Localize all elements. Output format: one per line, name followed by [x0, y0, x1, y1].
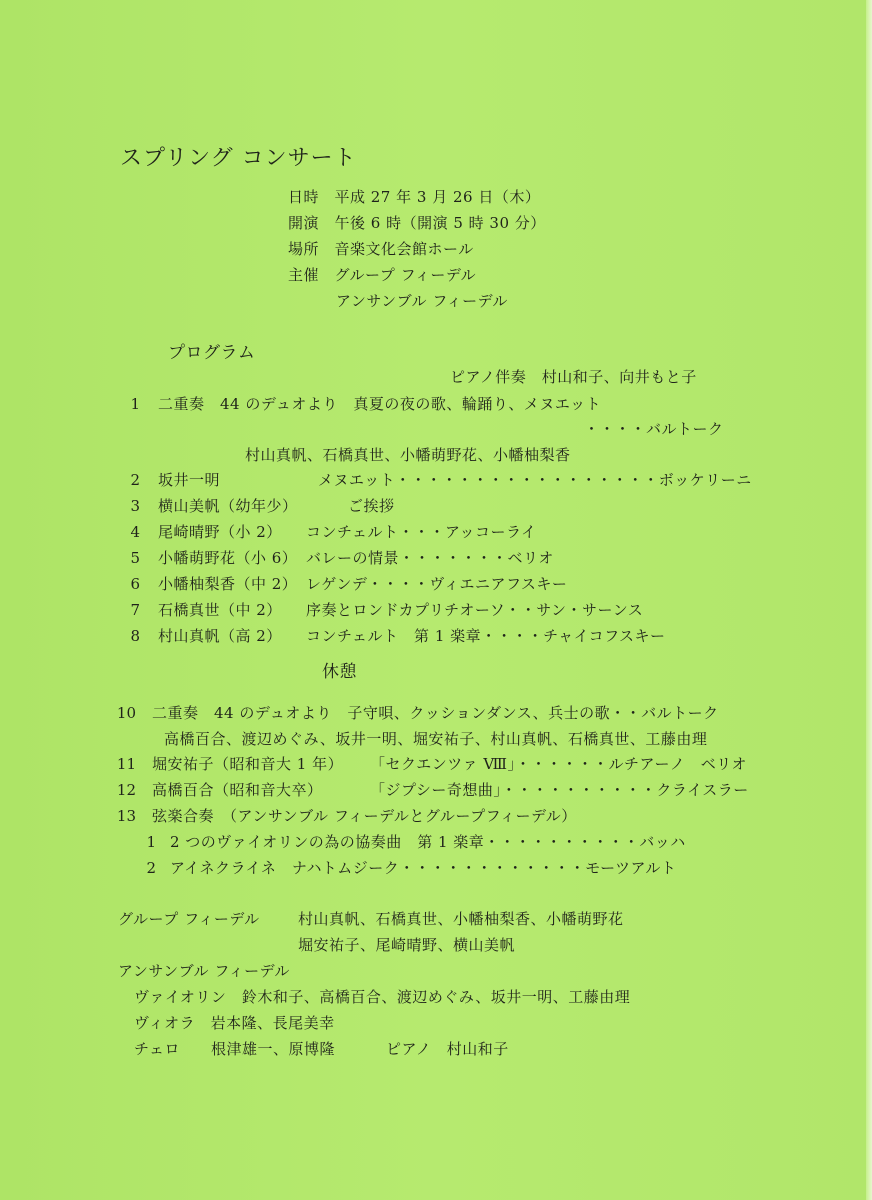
group-members-line: 堀安祐子、尾崎晴野、横山美帆 — [298, 936, 516, 954]
intermission-heading: 休憩 — [322, 662, 357, 682]
program-item-number: 5 — [130, 549, 140, 567]
program-item-line: 二重奏 44 のデュオより 真夏の夜の歌、輪踊り、メヌエット — [158, 395, 602, 413]
program-item-piece: 「セクエンツァ Ⅷ」・・・・・・ルチアーノ ベリオ — [370, 755, 748, 773]
program-item-performer: 村山真帆（高 2） — [158, 627, 282, 645]
program-item-number: 12 — [116, 781, 136, 799]
program-item-number: 2 — [130, 471, 140, 489]
program-item-line: 弦楽合奏 （アンサンブル フィーデルとグループフィーデル） — [152, 807, 577, 825]
program-subitem-number: 1 — [146, 833, 156, 851]
ensemble-cello: チェロ 根津雄一、原博隆 — [134, 1040, 336, 1058]
program-item-performer: 堀安祐子（昭和音大 1 年） — [152, 755, 344, 773]
program-heading: プログラム — [168, 343, 256, 363]
program-item-piece: 「ジプシー奇想曲」・・・・・・・・・・クライスラー — [370, 781, 749, 799]
ensemble-violin: ヴァイオリン 鈴木和子、高橋百合、渡辺めぐみ、坂井一明、工藤由理 — [134, 988, 631, 1006]
program-item-performer: 尾崎晴野（小 2） — [158, 523, 282, 541]
program-item-performers: 高橋百合、渡辺めぐみ、坂井一明、堀安祐子、村山真帆、石橋真世、工藤由理 — [164, 730, 708, 748]
ensemble-viola: ヴィオラ 岩本隆、長尾美幸 — [134, 1014, 335, 1032]
program-item-piece: コンチェルト・・・アッコーライ — [306, 523, 537, 541]
program-item-performer: 高橋百合（昭和音大卒） — [152, 781, 323, 799]
group-members-line: 村山真帆、石橋真世、小幡柚梨香、小幡萌野花 — [298, 910, 624, 928]
program-subitem-piece: アイネクライネ ナハトムジーク・・・・・・・・・・・・モーツアルト — [170, 859, 677, 877]
paper-edge — [866, 0, 872, 1200]
program-item-number: 6 — [130, 575, 140, 593]
program-item-piece: コンチェルト 第 1 楽章・・・・チャイコフスキー — [306, 627, 666, 645]
program-item-line: 二重奏 44 のデュオより 子守唄、クッションダンス、兵士の歌・・バルトーク — [152, 704, 719, 722]
program-item-piece: メヌエット・・・・・・・・・・・・・・・・・ボッケリーニ — [318, 471, 752, 489]
program-item-number: 13 — [116, 807, 136, 825]
ensemble-label: アンサンブル フィーデル — [118, 962, 290, 980]
program-item-piece: レゲンデ・・・・ヴィエニアフスキー — [306, 575, 568, 593]
program-item-number: 7 — [130, 601, 140, 619]
program-subitem-piece: 2 つのヴァイオリンの為の協奏曲 第 1 楽章・・・・・・・・・・バッハ — [170, 833, 686, 851]
program-item-number: 3 — [130, 497, 140, 515]
program-item-number: 1 — [130, 395, 140, 413]
ensemble-piano: ピアノ 村山和子 — [386, 1040, 509, 1058]
info-venue: 場所 音楽文化会館ホール — [288, 240, 474, 258]
program-item-composer: ・・・・バルトーク — [584, 420, 724, 438]
group-label: グループ フィーデル — [118, 910, 260, 928]
program-item-piece: バレーの情景・・・・・・・ベリオ — [306, 549, 554, 567]
program-item-performer: 坂井一明 — [158, 471, 221, 489]
info-date: 日時 平成 27 年 3 月 26 日（木） — [288, 188, 541, 206]
program-accompanist: ピアノ伴奏 村山和子、向井もと子 — [450, 368, 697, 386]
program-item-performer: 横山美帆（幼年少） — [158, 497, 298, 515]
program-item-piece: 序奏とロンドカプリチオーソ・・サン・サーンス — [306, 601, 644, 619]
program-item-number: 11 — [116, 755, 136, 773]
program-item-piece: ご挨拶 — [348, 497, 395, 515]
info-host1: 主催 グループ フィーデル — [288, 266, 477, 284]
program-item-performer: 小幡柚梨香（中 2） — [158, 575, 298, 593]
concert-title: スプリング コンサート — [120, 146, 357, 171]
program-item-performer: 小幡萌野花（小 6） — [158, 549, 298, 567]
info-host2: アンサンブル フィーデル — [336, 292, 508, 310]
program-subitem-number: 2 — [146, 859, 156, 877]
program-item-performer: 石橋真世（中 2） — [158, 601, 282, 619]
program-item-number: 4 — [130, 523, 140, 541]
program-item-number: 10 — [116, 704, 136, 722]
info-open: 開演 午後 6 時（開演 5 時 30 分） — [288, 214, 546, 232]
program-item-performers: 村山真帆、石橋真世、小幡萌野花、小幡柚梨香 — [245, 446, 571, 464]
program-item-number: 8 — [130, 627, 140, 645]
